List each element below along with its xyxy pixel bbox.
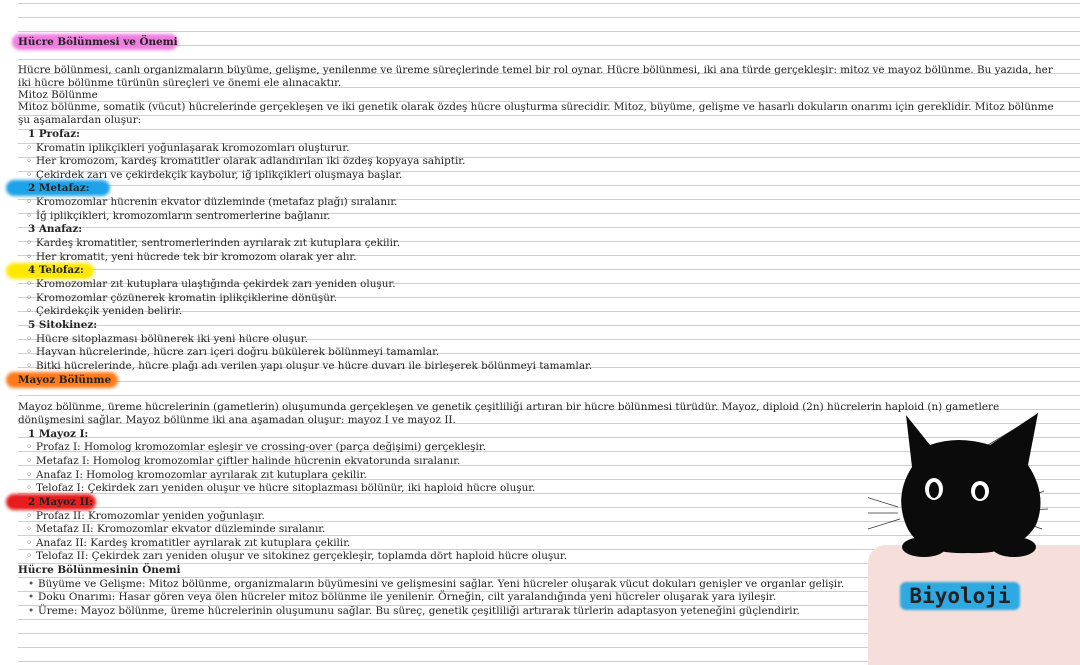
intro-line: iki hücre bölünme türünün süreçleri ve önemi ele alınacaktır.	[18, 77, 342, 89]
cat-sticker	[868, 405, 1080, 655]
mitoz-desc: Mitoz bölünme, somatik (vücut) hücrelerinde gerçekleşen ve iki genetik olarak özdeş hücre oluşturma sürecidir. Mitoz, büyüme, gelişme ve hasarlı dokuların onarımı için gereklidir. Mitoz bölünme	[18, 101, 1054, 113]
mayoz-desc: dönüşmesini sağlar. Mayoz bölünme iki ana aşamadan oluşur: mayoz I ve mayoz II.	[18, 414, 456, 426]
phase-title: 5 Sitokinez:	[28, 319, 98, 331]
list-item: ◦ Bitki hücrelerinde, hücre plağı adı verilen yapı oluşur ve hücre duvarı ile birleşerek bölünmeyi tamamlar.	[26, 360, 593, 372]
list-item: ◦ Telofaz II: Çekirdek zarı yeniden oluşur ve sitokinez gerçekleşir, toplamda dört haploid hücre oluşur.	[26, 550, 568, 562]
list-item: ◦ Kromozomlar zıt kutuplara ulaştığında çekirdek zarı yeniden oluşur.	[26, 278, 396, 290]
list-item: ◦ Kromozomlar hücrenin ekvator düzleminde (metafaz plağı) sıralanır.	[26, 196, 398, 208]
list-item: ◦ İğ iplikçikleri, kromozomların sentromerlerine bağlanır.	[26, 210, 331, 222]
list-item: ◦ Metafaz I: Homolog kromozomlar çiftler halinde hücrenin ekvatorunda sıralanır.	[26, 455, 461, 467]
mitoz-heading: Mitoz Bölünme	[18, 89, 98, 101]
phase-title: 1 Profaz:	[28, 128, 81, 140]
phase-title: 1 Mayoz I:	[28, 428, 89, 440]
cat-icon	[868, 405, 1080, 655]
list-item: ◦ Her kromatit, yeni hücrede tek bir kromozom olarak yer alır.	[26, 251, 357, 263]
list-item: ◦ Metafaz II: Kromozomlar ekvator düzleminde sıralanır.	[26, 523, 326, 535]
list-item: ◦ Kromatin iplikçikleri yoğunlaşarak kromozomları oluşturur.	[26, 142, 350, 154]
list-item: ◦ Profaz I: Homolog kromozomlar eşleşir ve crossing-over (parça değişimi) gerçekleşir.	[26, 441, 486, 453]
list-item: ◦ Kardeş kromatitler, sentromerlerinden ayrılarak zıt kutuplara çekilir.	[26, 237, 401, 249]
list-item: ◦ Çekirdekçik yeniden belirir.	[26, 305, 183, 317]
list-item: ◦ Profaz II: Kromozomlar yeniden yoğunlaşır.	[26, 510, 265, 522]
list-item: • Doku Onarımı: Hasar gören veya ölen hücreler mitoz bölünme ile yenilenir. Örneğin, cilt yaralandığında yeni hücreler oluşarak yara iyileşir.	[28, 591, 777, 603]
phase-title: 2 Metafaz:	[28, 182, 90, 194]
list-item: • Üreme: Mayoz bölünme, üreme hücrelerinin oluşumunu sağlar. Bu süreç, genetik çeşitliliği artırarak türlerin adaptasyon yeteneğini güçlendirir.	[28, 605, 800, 617]
page-title: Hücre Bölünmesi ve Önemi	[18, 36, 178, 48]
list-item: ◦ Anafaz I: Homolog kromozomlar ayrılarak zıt kutuplara çekilir.	[26, 469, 367, 481]
list-item: ◦ Çekirdek zarı ve çekirdekçik kaybolur, iğ iplikçikleri oluşmaya başlar.	[26, 169, 403, 181]
list-item: ◦ Hayvan hücrelerinde, hücre zarı içeri doğru bükülerek bölünmeyi tamamlar.	[26, 346, 440, 358]
mayoz-desc: Mayoz bölünme, üreme hücrelerinin (gametlerin) oluşumunda gerçekleşen ve genetik çeşitliliği artıran bir hücre bölünmesi türüdür. Mayoz, diploid (2n) hücrelerin haploid (n) gametlere	[18, 401, 1000, 413]
subject-badge: Biyoloji	[909, 584, 1011, 608]
list-item: • Büyüme ve Gelişme: Mitoz bölünme, organizmaların büyümesini ve gelişmesini sağlar. Yeni hücreler oluşarak vücut dokuları genişler ve organlar gelişir.	[28, 578, 845, 590]
intro-line: Hücre bölünmesi, canlı organizmaların büyüme, gelişme, yenilenme ve üreme süreçlerinde temel bir rol oynar. Hücre bölünmesi, iki ana türde gerçekleşir: mitoz ve mayoz bölünme. Bu yazıda, her	[18, 64, 1053, 76]
phase-title: 3 Anafaz:	[28, 223, 83, 235]
list-item: ◦ Hücre sitoplazması bölünerek iki yeni hücre oluşur.	[26, 333, 308, 345]
list-item: ◦ Anafaz II: Kardeş kromatitler ayrılarak zıt kutuplara çekilir.	[26, 537, 351, 549]
phase-title: 4 Telofaz:	[28, 264, 84, 276]
mayoz-heading: Mayoz Bölünme	[18, 374, 112, 386]
list-item: ◦ Kromozomlar çözünerek kromatin iplikçiklerine dönüşür.	[26, 292, 338, 304]
phase-title: 2 Mayoz II:	[28, 496, 94, 508]
list-item: ◦ Her kromozom, kardeş kromatitler olarak adlandırılan iki özdeş kopyaya sahiptir.	[26, 155, 466, 167]
list-item: ◦ Telofaz I: Çekirdek zarı yeniden oluşur ve hücre sitoplazması bölünür, iki haploid hücre oluşur.	[26, 482, 536, 494]
importance-heading: Hücre Bölünmesinin Önemi	[18, 564, 181, 576]
mitoz-desc: şu aşamalardan oluşur:	[18, 114, 142, 126]
